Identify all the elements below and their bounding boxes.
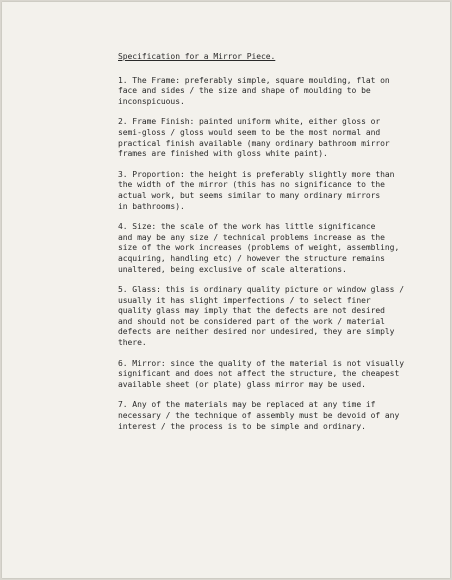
text-line: available sheet (or plate) glass mirror may be used. [118, 379, 366, 389]
paragraph-materials [118, 400, 436, 432]
text-line: 3. Proportion: the height is preferably slightly more than [118, 169, 395, 179]
text-line: the width of the mirror (this has no significance to the [118, 180, 385, 190]
text-line: actual work, but seems similar to many ordinary mirrors [118, 190, 381, 200]
text-line: there. [118, 338, 147, 348]
text-line: 5. Glass: this is ordinary quality picture or window glass / [118, 285, 404, 295]
text-line: quality glass may imply that the defects are not desired [118, 306, 385, 316]
text-line: in bathrooms). [118, 201, 185, 211]
text-line: inconspicuous. [118, 96, 185, 106]
document-title: Specification for a Mirror Piece. [118, 52, 276, 61]
paragraph-frame [118, 76, 436, 108]
text-line: necessary / the technique of assembly must be devoid of any [118, 411, 400, 421]
text-line: semi-gloss / gloss would seem to be the most normal and [118, 127, 381, 137]
paragraph-proportion [118, 170, 436, 212]
text-line: face and sides / the size and shape of moulding to be [118, 86, 371, 96]
text-line: size of the work increases (problems of weight, assembling, [118, 243, 400, 253]
text-line: and may be any size / technical problems increase as the [118, 232, 385, 242]
text-line: 6. Mirror: since the quality of the material is not visually [118, 358, 404, 368]
text-line: acquiring, handling etc) / however the structure remains [118, 253, 385, 263]
text-line: 1. The Frame: preferably simple, square moulding, flat on [118, 75, 390, 85]
text-line: usually it has slight imperfections / to select finer [118, 295, 371, 305]
text-line: unaltered, being exclusive of scale alterations. [118, 264, 347, 274]
paragraph-glass [118, 285, 436, 349]
text-line: practical finish available (many ordinary bathroom mirror [118, 138, 390, 148]
text-line: interest / the process is to be simple and ordinary. [118, 421, 366, 431]
paragraph-size [118, 222, 436, 275]
text-line: frames are finished with gloss white paint). [118, 149, 328, 159]
typewritten-text-block [118, 52, 436, 442]
text-line: and should not be considered part of the work / material [118, 316, 385, 326]
text-line: defects are neither desired nor undesired, they are simply [118, 327, 395, 337]
text-line: significant and does not affect the structure, the cheapest [118, 369, 400, 379]
paper-sheet [2, 2, 450, 578]
text-line: 7. Any of the materials may be replaced at any time if [118, 400, 376, 410]
text-line: 2. Frame Finish: painted uniform white, either gloss or [118, 117, 381, 127]
text-line: 4. Size: the scale of the work has little significance [118, 222, 376, 232]
paragraph-frame-finish [118, 117, 436, 159]
paragraph-mirror [118, 359, 436, 391]
